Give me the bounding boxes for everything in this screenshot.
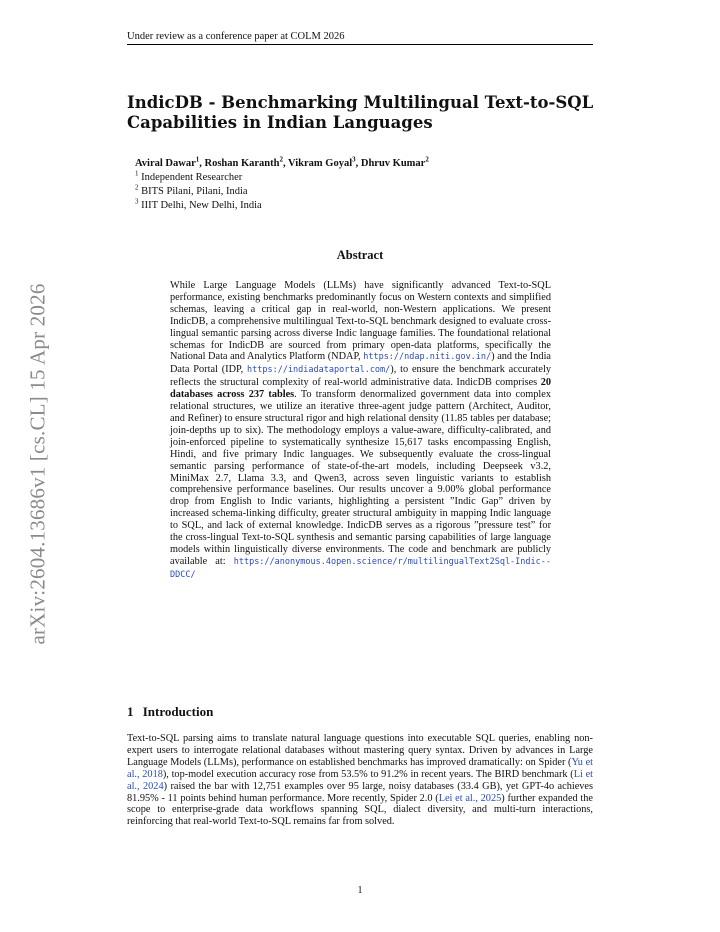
arxiv-identifier-stamp: arXiv:2604.13686v1 [cs.CL] 15 Apr 2026 bbox=[25, 283, 50, 645]
section-heading bbox=[127, 704, 213, 720]
affiliation-mark: 1 bbox=[135, 169, 139, 178]
abstract-heading: Abstract bbox=[336, 248, 384, 262]
idp-link[interactable]: https://indiadataportal.com/ bbox=[247, 365, 391, 376]
ndap-link[interactable]: https://ndap.niti.gov.in/ bbox=[363, 352, 492, 363]
author-name: Aviral Dawar bbox=[135, 158, 196, 169]
code-repository-link[interactable]: https://anonymous.4open.science/r/multilingualText2Sql-Indic--DDCC/ bbox=[170, 556, 551, 580]
abstract-body bbox=[170, 280, 551, 582]
citation-link[interactable]: Lei et al., 2025 bbox=[438, 792, 502, 804]
running-header: Under review as a conference paper at COLM 2026 bbox=[127, 31, 593, 45]
affiliation-text: Independent Researcher bbox=[141, 172, 243, 183]
affiliation-mark: 3 bbox=[135, 197, 139, 206]
intro-text: ), top-model execution accuracy rose from 53.5% to 91.2% in recent years. The BIRD benchmark ( bbox=[162, 768, 574, 780]
intro-text: ) raised the bar with 12,751 examples over 95 large, noisy databases (33.4 GB), yet GPT-4o achieves 81.95% - 11 points behind human performance. More recently, Spider 2.0 ( bbox=[127, 780, 594, 804]
author-affiliation-mark: 1 bbox=[195, 155, 200, 164]
section-number: 1 bbox=[127, 704, 134, 719]
author-affiliation-mark: 2 bbox=[279, 155, 283, 164]
affiliation-item bbox=[135, 171, 262, 185]
abstract-text: ) and the India Data Portal (IDP, bbox=[170, 351, 551, 376]
affiliation-text: BITS Pilani, Pilani, India bbox=[141, 186, 248, 197]
affiliation-text: IIIT Delhi, New Delhi, India bbox=[141, 200, 262, 211]
paper-title bbox=[127, 93, 597, 133]
author-name: Dhruv Kumar bbox=[360, 158, 426, 169]
affiliation-mark: 2 bbox=[135, 183, 139, 192]
author-separator: , bbox=[355, 158, 361, 169]
author-name: Vikram Goyal bbox=[288, 158, 353, 169]
author-separator: , bbox=[282, 158, 289, 169]
paper-title-line-2: Capabilities in Indian Languages bbox=[127, 113, 433, 132]
affiliation-item bbox=[135, 199, 262, 213]
author-separator: , bbox=[199, 158, 205, 169]
author-list bbox=[135, 157, 595, 170]
abstract-bold-text: 20 databases across 237 tables bbox=[170, 377, 551, 401]
author-affiliation-mark: 3 bbox=[352, 155, 356, 164]
introduction-paragraph bbox=[127, 733, 593, 828]
abstract-text: . To transform denormalized government data into complex relational structures, we utilize an iterative three-agent judge pattern (Architect, Auditor, and Refiner) to ensure structural rigor and high relational density (11.85 tables per database; join-depths up to six). The methodology employs a value-aware, difficulty-calibrated, and join-enforced pipeline to systematically synthesize 15,617 tasks encompassing English, Hindi, and five primary Indic languages. We subsequently evaluate the cross-lingual semantic parsing performance of state-of-the-art models, including Deepseek v3.2, MiniMax 2.7, Llama 3.3, and Qwen3, across seven linguistic variants to establish comprehensive performance baselines. Our results uncover a 9.00% global performance drop from English to Indic variants, highlighting a persistent ”Indic Gap” driven by increased schema-linking difficulty, greater structural ambiguity in mapping Indic language to SQL, and lack of external knowledge. IndicDB serves as a rigorous ”pressure test” for the cross-lingual Text-to-SQL synthesis and semantic parsing capabilities of large language models within linguistically diverse environments. The code and benchmark are publicly available at: bbox=[170, 389, 552, 567]
author-affiliation-mark: 2 bbox=[425, 155, 429, 164]
paper-title-line-1: IndicDB - Benchmarking Multilingual Text-to-SQL bbox=[127, 93, 594, 112]
section-title: Introduction bbox=[142, 704, 214, 719]
intro-text: Text-to-SQL parsing aims to translate natural language questions into executable SQL queries, enabling non-expert users to interrogate relational databases without mastering query syntax. Driven by advances in Large Language Models (LLMs), performance on established benchmarks has improved dramatically: on Spider ( bbox=[127, 733, 593, 768]
citation-link[interactable]: Yu et al., 2018 bbox=[127, 756, 593, 780]
intro-text: ) further expanded the scope to enterprise-grade data workflows spanning SQL, dialect diversity, and multi-turn interactions, reinforcing that real-world Text-to-SQL remains far from solved. bbox=[127, 792, 593, 828]
author-name: Roshan Karanth bbox=[204, 158, 280, 169]
citation-link[interactable]: Li et al., 2024 bbox=[127, 768, 593, 792]
affiliation-list bbox=[135, 171, 262, 213]
page-number: 1 bbox=[357, 885, 363, 896]
abstract-text: ), to ensure the benchmark accurately reflects the structural complexity of real-world administrative data. IndicDB comprises bbox=[170, 364, 551, 389]
abstract-text: While Large Language Models (LLMs) have significantly advanced Text-to-SQL performance, existing benchmarks predominantly focus on Western contexts and simplified schemas, leaving a critical gap in real-world, non-Western applications. We present IndicDB, a comprehensive multilingual Text-to-SQL benchmark designed to evaluate cross-lingual semantic parsing across diverse Indic language families. The foundational relational schemas for IndicDB are sourced from primary open-data platforms, specifically the National Data and Analytics Platform (NDAP, bbox=[170, 280, 551, 363]
affiliation-item bbox=[135, 185, 262, 199]
